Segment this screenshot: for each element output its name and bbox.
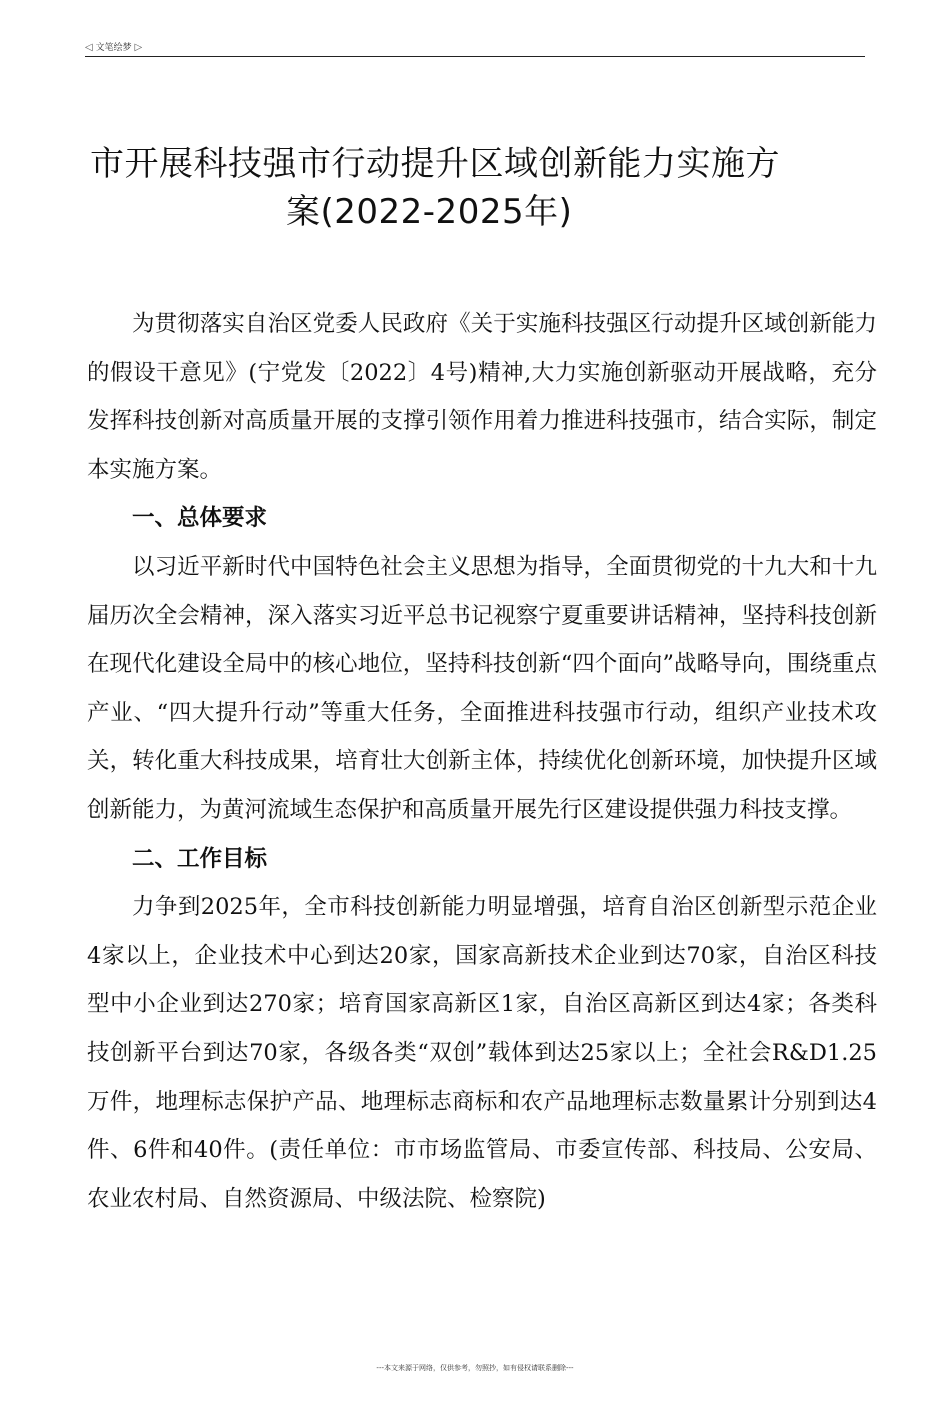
right-triangle-icon: ▷: [134, 42, 143, 53]
document-body: [87, 300, 877, 1223]
document-title: [90, 140, 870, 236]
intro-paragraph: 为贯彻落实自治区党委人民政府《关于实施科技强区行动提升区域创新能力的假设干意见》(宁党发〔2022〕4号)精神,大力实施创新驱动开展战略，充分发挥科技创新对高质量开展的支撑引领作用着力推进科技强市，结合实际，制定本实施方案。: [87, 311, 877, 483]
title-line-1: 市开展科技强市行动提升区域创新能力实施方: [90, 144, 780, 184]
section-1-paragraph: 以习近平新时代中国特色社会主义思想为指导，全面贯彻党的十九大和十九届历次全会精神，深入落实习近平总书记视察宁夏重要讲话精神，坚持科技创新在现代化建设全局中的核心地位，坚持科技创新“四个面向”战略导向，围绕重点产业、“四大提升行动”等重大任务，全面推进科技强市行动，组织产业技术攻关，转化重大科技成果，培育壮大创新主体，持续优化创新环境，加快提升区域创新能力，为黄河流域生态保护和高质量开展先行区建设提供强力科技支撑。: [87, 553, 877, 823]
header-text: [85, 40, 142, 53]
page-footer: ---本文来源于网络，仅供参考，勿照抄，如有侵权请联系删除---: [376, 1364, 574, 1372]
left-triangle-icon: ◁: [85, 42, 93, 53]
header-label: 文笔绘梦: [95, 43, 132, 53]
page-header: [85, 36, 865, 57]
section-2-heading: 二、工作目标: [132, 845, 268, 872]
section-1-heading: 一、总体要求: [132, 505, 268, 532]
section-2-paragraph: 力争到2025年，全市科技创新能力明显增强，培育自治区创新型示范企业4家以上，企业技术中心到达20家，国家高新技术企业到达70家，自治区科技型中小企业到达270家；培育国家高新区1家，自治区高新区到达4家；各类科技创新平台到达70家，各级各类“双创”载体到达25家以上；全社会R&D1.25万件，地理标志保护产品、地理标志商标和农产品地理标志数量累计分别到达4件、6件和40件。(责任单位：市市场监管局、市委宣传部、科技局、公安局、农业农村局、自然资源局、中级法院、检察院): [87, 894, 877, 1212]
title-line-2: 案(2022-2025年): [286, 192, 573, 232]
